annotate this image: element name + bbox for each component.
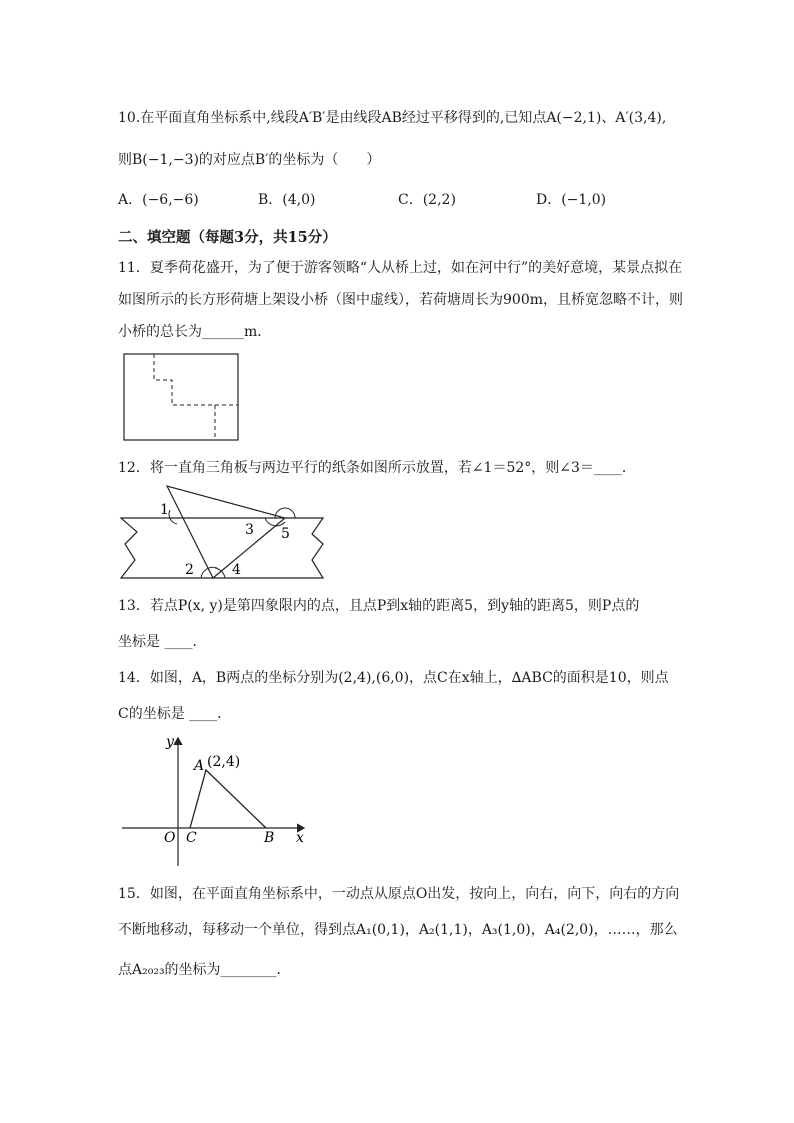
q14-line1: 14．如图，A，B两点的坐标分别为(2,4),(6,0)，点C在x轴上，∆ABC的面积是10，则点: [118, 670, 669, 686]
section-heading: 二、填空题（每题3分，共15分）: [118, 229, 337, 246]
label-2: 2: [185, 562, 194, 578]
q12-line1: 12．将一直角三角板与两边平行的纸条如图所示放置，若∠1＝52°，则∠3＝____．: [118, 460, 636, 476]
label-3: 3: [245, 522, 254, 538]
label-1: 1: [160, 502, 169, 518]
q10-line2: 则B(−1,−3)的对应点B′的坐标为（ ）: [118, 152, 381, 168]
triangle-strip-figure: [115, 478, 330, 586]
pond-figure: [120, 350, 244, 444]
triangle-abc: [190, 770, 266, 828]
label-4: 4: [232, 562, 241, 578]
paper-strip: [121, 518, 323, 578]
q10-option-c: C．(2,2): [398, 192, 456, 208]
coordinate-figure: [118, 732, 314, 868]
q11-line2: 如图所示的长方形荷塘上架设小桥（图中虚线），若荷塘周长为900m，且桥宽忽略不计，则: [118, 292, 683, 308]
q15-line1: 15．如图，在平面直角坐标系中，一动点从原点O出发，按向上，向右，向下，向右的方向: [118, 886, 680, 902]
point-a-label: A: [194, 758, 205, 774]
origin-label: O: [164, 830, 176, 846]
q13-line1: 13．若点P(x, y)是第四象限内的点，且点P到x轴的距离5，到y轴的距离5，则P点的: [118, 598, 640, 614]
point-a-coord: (2,4): [207, 754, 241, 770]
q10-line1: 10.在平面直角坐标系中,线段A′B′是由线段AB经过平移得到的,已知点A(−2,1)、A′(3,4),: [118, 110, 667, 126]
q15-line2: 不断地移动，每移动一个单位，得到点A₁(0,1)，A₂(1,1)，A₃(1,0)，A₄(2,0)，……，那么: [118, 922, 678, 938]
bridge-dashed-path: [154, 354, 215, 440]
q10-option-d: D．(−1,0): [536, 192, 607, 208]
q11-line1: 11．夏季荷花盛开，为了便于游客领略“人从桥上过，如在河中行”的美好意境，某景点拟在: [118, 260, 683, 276]
q10-option-b: B．(4,0): [258, 192, 316, 208]
point-c-label: C: [186, 830, 197, 846]
q14-line2: C的坐标是 ____．: [118, 706, 232, 722]
angle-arc-1: [169, 510, 177, 524]
y-axis-label: y: [166, 734, 174, 750]
angle-arc-3: [265, 518, 285, 526]
label-5: 5: [281, 526, 290, 542]
q11-line3: 小桥的总长为______m．: [118, 324, 272, 340]
q15-line3: 点A₂₀₂₃的坐标为________．: [118, 962, 291, 978]
q13-line2: 坐标是 ____．: [118, 634, 207, 650]
point-b-label: B: [264, 830, 275, 846]
x-axis-label: x: [296, 830, 304, 846]
q10-option-a: A．(−6,−6): [118, 192, 199, 208]
pond-rectangle: [124, 354, 238, 440]
